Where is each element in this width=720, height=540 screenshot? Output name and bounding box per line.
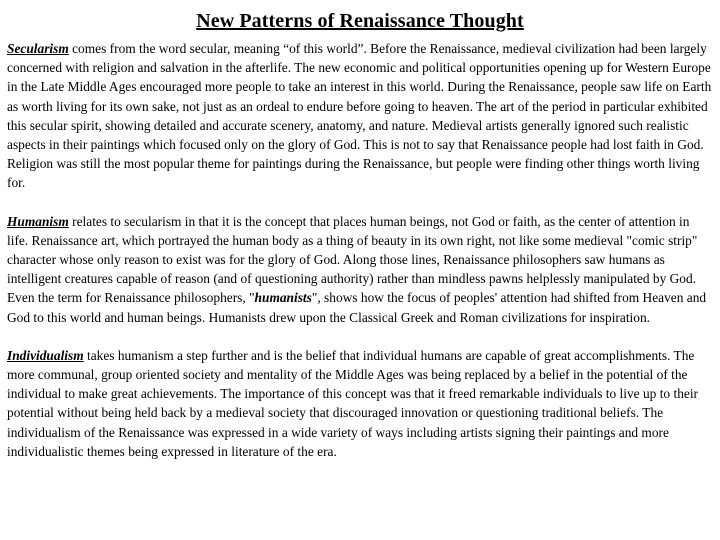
paragraph-individualism: [7, 346, 713, 461]
term-secularism: Secularism: [7, 41, 69, 56]
paragraph-secularism: [7, 39, 713, 193]
paragraph-humanism-text-before: relates to secularism in that it is the concept that places human beings, not God or faith, as the center of attention in life. Renaissance art, which portrayed the human body as a thing of beauty in its own right, not like some medieval "comic strip" character whose only reason to exist was for the glory of God. Along those lines, Renaissance philosophers saw humans as intelligent creatures capable of reason (and of questioning authority) rather than mindless pawns helplessly manipulated by God. Even the term for Renaissance philosophers, ": [7, 213, 698, 306]
paragraph-humanism: [7, 212, 713, 327]
page-title: New Patterns of Renaissance Thought: [196, 10, 524, 32]
paragraph-individualism-text: takes humanism a step further and is the belief that individual humans are capable of great accomplishments. The more communal, group oriented society and mentality of the Middle Ages was being replaced by a belief in the potential of the individual to make great achievements. The importance of this concept was that it freed remarkable individuals to live up to their potential without being held back by a medieval society that discouraged innovation or questioning traditional beliefs. The individualism of the Renaissance was expressed in a wide variety of ways including artists signing their paintings and more individualistic themes being expressed in literature of the era.: [7, 347, 699, 459]
paragraph-humanism-text-after: ", shows how the focus of peoples' attention had shifted from Heaven and God to this world and human beings. Humanists drew upon the Classical Greek and Roman civilizations for inspiration.: [7, 290, 707, 325]
term-individualism: Individualism: [7, 347, 84, 363]
paragraph-secularism-text: comes from the word secular, meaning “of this world”. Before the Renaissance, medieval civilization had been largely concerned with religion and salvation in the afterlife. The new economic and political opportunities opening up for Western Europe in the Late Middle Ages encouraged more people to take an interest in this world. During the Renaissance, people saw life on Earth as worth living for its own sake, not just as an ordeal to endure before going to heaven. The art of the period in particular exhibited this secular spirit, showing detailed and accurate scenery, anatomy, and nature. Medieval artists generally ignored such realistic aspects in their paintings which focused only on the glory of God. This is not to say that Renaissance people had lost faith in God. Religion was still the most popular theme for paintings during the Renaissance, but people were finding other things worth living for.: [7, 41, 712, 191]
term-humanism: Humanism: [7, 213, 69, 229]
humanists-emphasis: humanists: [254, 290, 312, 306]
